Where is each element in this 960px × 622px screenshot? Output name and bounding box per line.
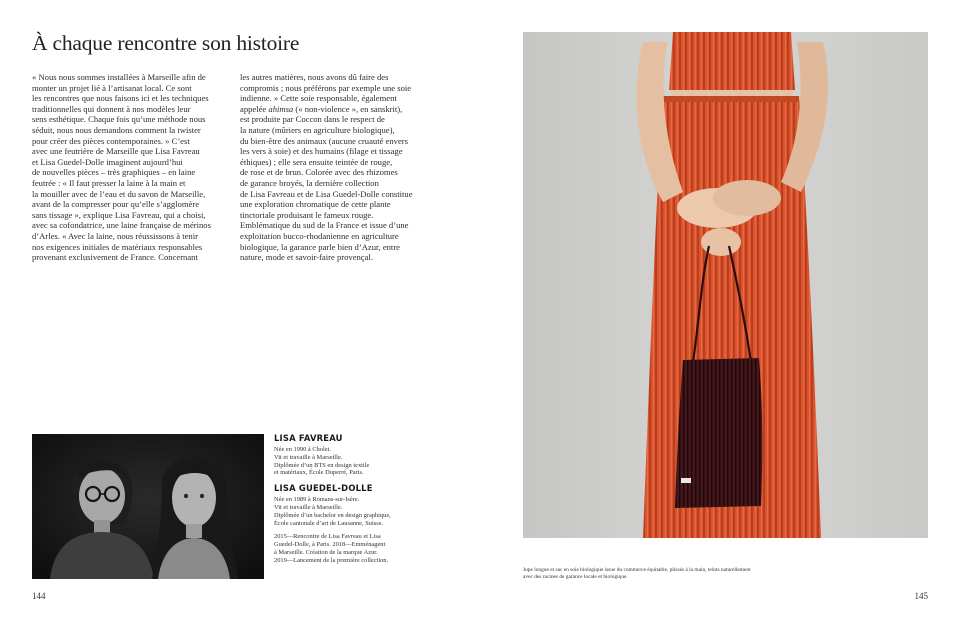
body-column-1: [32, 72, 237, 263]
text-line: avec une feutrière de Marseille que Lisa Favreau: [32, 146, 200, 157]
text-line: séduit, nous nous demandons comment la twister: [32, 124, 201, 135]
bio-lisa-favreau: [274, 433, 449, 477]
bio-name: LISA FAVREAU: [274, 433, 343, 443]
timeline-line: à Marseille. Création de la marque Azur.: [274, 548, 378, 556]
text-line: sens esthétique. Chaque fois qu’une méthode nous: [32, 114, 206, 125]
text-line: compromis ; nous préférons par exemple une soie: [240, 82, 412, 93]
caption-line: avec des racines de garance locale et biologique.: [523, 573, 628, 580]
bio-line: Diplômée d’un bachelor en design graphique,: [274, 511, 391, 519]
text-line: [240, 104, 438, 115]
timeline-line: 2019—Lancement de la première collection.: [274, 556, 389, 564]
text-fragment: appelée: [240, 103, 269, 114]
text-line: et Lisa Guedel-Dolle imaginent aujourd’hui: [32, 156, 183, 167]
page-number: 144: [32, 591, 46, 601]
bio-name: LISA GUEDEL-DOLLE: [274, 483, 373, 494]
body-column-2: [240, 72, 438, 263]
page-title: À chaque rencontre son histoire: [32, 31, 300, 55]
designers-portrait-photo: [32, 434, 264, 579]
portrait-illustration: [32, 434, 264, 579]
text-line: feutrée : « Il faut presser la laine à la main et: [32, 177, 186, 188]
bio-line: et matériaux, École Duperré, Paris.: [274, 469, 364, 477]
bio-line: Vit et travaille à Marseille.: [274, 503, 343, 511]
body-paragraph: [240, 72, 438, 263]
bio-line: Née en 1989 à Romans-sur-Isère.: [274, 496, 360, 504]
timeline: [274, 533, 449, 564]
designer-bios: [274, 433, 449, 565]
text-line: avant de la compresser pour qu’elle s’agglomère: [32, 199, 200, 210]
text-line: les rencontres que nous faisons ici et les techniques: [32, 93, 209, 104]
photo-caption: [523, 567, 853, 580]
text-line: les autres matières, nous avons dû faire des: [240, 72, 389, 82]
text-line: nos exigences initiales de matériaux responsables: [32, 241, 203, 252]
bio-line: École cantonale d’art de Lausanne, Suisse.: [274, 519, 384, 527]
text-line: est produite par Coccon dans le respect de: [240, 114, 385, 125]
text-line: d’Arles. « Avec la laine, nous réussissons à tenir: [32, 230, 198, 241]
timeline-line: 2015—Rencontre de Lisa Favreau et Lisa: [274, 533, 381, 541]
text-line: de nouvelles pièces – très graphiques – en laine: [32, 167, 196, 178]
text-line: de rose et de brun. Colorée avec des rhizomes: [240, 167, 398, 178]
timeline-line: Guedel-Dolle, à Paris. 2018—Emménagent: [274, 541, 386, 549]
text-line: la nature (mûriers en agriculture biologique),: [240, 124, 395, 135]
text-line: pour créer des pièces contemporaines. » C’est: [32, 135, 190, 146]
body-paragraph: [32, 72, 237, 263]
fashion-photo: [523, 32, 928, 538]
text-line: du bien-être des animaux (aucune cruauté envers: [240, 135, 408, 146]
text-line: la mouiller avec de l’eau et du savon de Marseille,: [32, 188, 206, 199]
text-line: de Lisa Favreau et de Lisa Guedel-Dolle constitue: [240, 188, 413, 199]
italic-term: ahimsa: [268, 103, 294, 114]
text-line: avec sa cofondatrice, une laine française de mérinos: [32, 220, 211, 231]
text-line: provenant exclusivement de France. Concernant: [32, 252, 198, 263]
text-line: Emblématique du sud de la France et issue d’une: [240, 220, 409, 231]
text-line: traditionnelles qui donnent à nos modèles leur: [32, 103, 191, 114]
right-page: [480, 0, 960, 622]
bio-line: Vit et travaille à Marseille.: [274, 453, 343, 461]
bio-line: Née en 1990 à Cholet.: [274, 446, 331, 453]
fashion-illustration: [523, 32, 928, 538]
text-line: exploitation bucco-rhodanienne en agriculture: [240, 230, 399, 241]
caption-line: Jupe longue et sac en soie biologique issue du commerce équitable, plissés à la main, teints naturellement: [523, 567, 751, 573]
text-line: biologique, la garance parle bien d’Azur, entre: [240, 241, 400, 252]
text-line: une exploration chromatique de cette plante: [240, 199, 391, 210]
text-line: indienne. » Cette soie responsable, également: [240, 93, 397, 104]
text-line: sans tissage », explique Lisa Favreau, qui a choisi,: [32, 209, 206, 220]
text-line: de garance broyés, la dernière collection: [240, 177, 379, 188]
bio-lisa-guedel-dolle: [274, 483, 449, 527]
text-line: nature, mode et savoir-faire provençal.: [240, 252, 373, 263]
text-line: les vers à soie) et des humains (filage et tissage: [240, 146, 403, 157]
text-fragment: (« non-violence », en sanskrit),: [293, 103, 403, 114]
text-line: tinctoriale produisant le fameux rouge.: [240, 209, 374, 220]
bio-line: Diplômée d’un BTS en design textile: [274, 461, 370, 469]
page-number: 145: [914, 591, 928, 601]
text-line: « Nous nous sommes installées à Marseille afin de: [32, 72, 206, 82]
text-line: éthiques) ; elle sera ensuite teintée de rouge,: [240, 156, 393, 167]
text-line: monter un projet lié à l’artisanat local. Ce sont: [32, 82, 192, 93]
